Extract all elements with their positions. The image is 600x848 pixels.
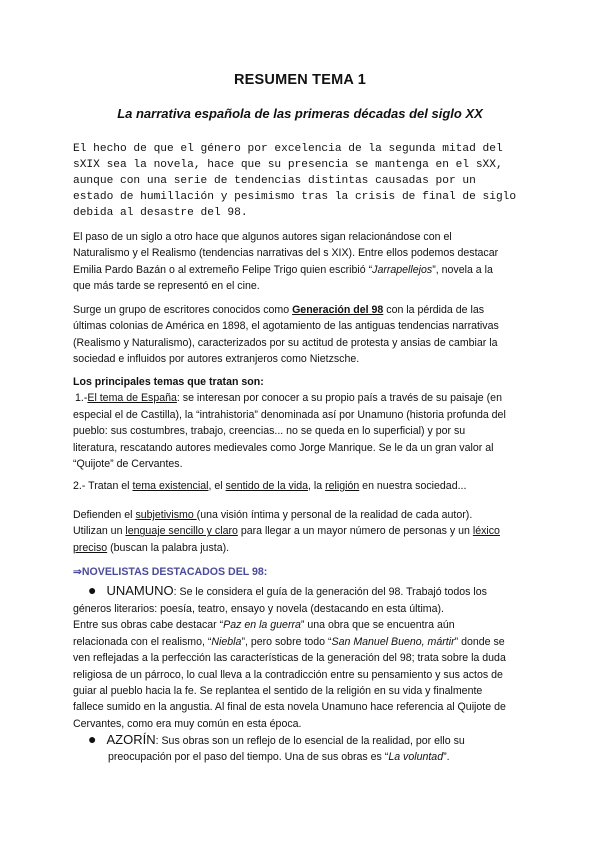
text-line: guiar al pueblo hacia la fe. Se replantea el sentido de la religión en su vida y finalmente xyxy=(73,685,483,698)
paragraph-style xyxy=(73,507,533,556)
underlined-term: El tema de España xyxy=(87,392,177,405)
text-line xyxy=(88,731,548,749)
text-line: “Quijote” de Cervantes. xyxy=(73,458,183,471)
paragraph-realism xyxy=(73,229,533,295)
text-run: ” una obra que se encuentra aún xyxy=(300,619,455,632)
unamuno-entry xyxy=(88,582,548,600)
text-run: con la pérdida de las xyxy=(383,304,485,316)
text-run: ”. xyxy=(443,751,450,764)
italic-title: Paz en la guerra xyxy=(223,619,301,632)
text-line: Cervantes, como era muy común en esta época. xyxy=(73,717,302,730)
text-run: preocupación por el paso del tiempo. Una de sus obras es “ xyxy=(108,751,389,764)
text-line xyxy=(73,390,533,406)
italic-title: Niebla xyxy=(211,635,242,648)
text-run: relacionada con el realismo, “ xyxy=(73,635,212,648)
author-name: AZORÍN xyxy=(106,732,156,747)
text-line: fallece sumido en la angustia. Al final de esta novela Unamuno hace referencia al Quijote de xyxy=(73,701,506,714)
text-line xyxy=(88,749,548,765)
author-name: UNAMUNO xyxy=(106,583,174,598)
text-run: Surge un grupo de escritores conocidos como xyxy=(73,304,293,316)
text-line: literatura, rescatando autores medievales como Jorge Manrique. Se le da un gran valor al xyxy=(73,441,494,454)
underlined-term: tema existencial xyxy=(132,480,209,492)
text-run: 2.- Tratan el xyxy=(73,480,133,492)
text-run: en nuestra sociedad... xyxy=(359,480,467,492)
page-title: RESUMEN TEMA 1 xyxy=(234,72,366,88)
page-subtitle: La narrativa española de las primeras décadas del siglo XX xyxy=(117,106,483,121)
italic-title: San Manuel Bueno, mártir xyxy=(331,635,455,648)
underlined-term: religión xyxy=(325,480,360,492)
bullet-icon: ● xyxy=(88,582,97,598)
text-run: ” donde se xyxy=(454,635,505,648)
text-line xyxy=(73,634,533,650)
azorin-entry xyxy=(88,731,548,766)
text-line: géneros literarios: poesía, teatro, ensayo y novela (destacando en esta última). xyxy=(73,603,444,615)
text-run: ”, novela a la xyxy=(432,263,493,276)
text-line xyxy=(73,523,533,539)
themes-heading: Los principales temas que tratan son: xyxy=(73,376,264,388)
text-run: Entre sus obras cabe destacar “ xyxy=(73,619,224,632)
list-number: 1.- xyxy=(75,392,88,405)
text-line xyxy=(73,262,533,278)
text-line: pueblo: sus costumbres, trabajo, creencias... no se queda en lo superficial) y por su xyxy=(73,425,466,438)
theme-2-line xyxy=(73,478,533,494)
text-line: El paso de un siglo a otro hace que algunos autores sigan relacionándose con el xyxy=(73,231,452,243)
paragraph-generation-98 xyxy=(73,302,533,368)
text-run: , la xyxy=(308,480,326,492)
text-run: : se interesan por conocer a su propio país a través de su paisaje (en xyxy=(176,392,502,405)
text-run: : Se le considera el guía de la generación del 98. Trabajó todos los xyxy=(173,586,487,598)
text-line: especial el de Castilla), la “intrahistoria” denominada así por Unamuno (historia profunda del xyxy=(73,408,506,421)
themes-section xyxy=(73,374,533,472)
underlined-term: subjetivismo xyxy=(135,509,197,521)
text-run: (una visión íntima y personal de la realidad de cada autor). xyxy=(196,509,473,521)
italic-title: La voluntad xyxy=(388,751,444,764)
intro-line: El hecho de que el género por excelencia de la segunda mitad del xyxy=(73,143,503,155)
text-run: Emilia Pardo Bazán o al extremeño Felipe Trigo quien escribió “ xyxy=(73,263,373,276)
text-line xyxy=(73,507,533,523)
text-line xyxy=(73,302,533,318)
intro-line: aunque con una serie de tendencias distintas causadas por un xyxy=(73,175,476,187)
intro-paragraph xyxy=(73,141,553,221)
text-line: ven reflejadas a la perfección las características de la generación del 98; trata sobre la duda xyxy=(73,652,506,665)
text-run: Utilizan un xyxy=(73,525,126,538)
text-line: religiosa de un párroco, lo cual lleva a la contradicción entre su pensamiento y sus actos de xyxy=(73,668,503,681)
text-line xyxy=(73,617,533,633)
bullet-icon: ● xyxy=(88,731,97,747)
italic-title: Jarrapellejos xyxy=(372,263,433,276)
intro-line: estado de humillación y pesimismo tras la crisis de final de siglo xyxy=(73,191,517,203)
underlined-term: lenguaje sencillo y claro xyxy=(125,525,238,538)
text-line xyxy=(73,540,533,556)
intro-line: debida al desastre del 98. xyxy=(73,207,248,219)
text-line: Naturalismo y el Realismo (tendencias narrativas del s XIX). Entre ellos podemos destacar xyxy=(73,247,499,260)
text-line xyxy=(88,582,548,600)
unamuno-body xyxy=(73,601,533,732)
underlined-term: preciso xyxy=(73,541,108,554)
novelists-heading: ⇒NOVELISTAS DESTACADOS DEL 98: xyxy=(73,566,268,578)
text-line: (Realismo y Naturalismo), caracterizados por su actitud de protesta y ansias de cambiar la xyxy=(73,336,498,349)
text-run: : Sus obras son un reflejo de lo esencial de la realidad, por ello su xyxy=(155,735,465,747)
underlined-term: léxico xyxy=(472,525,500,538)
text-run: Defienden el xyxy=(73,509,136,521)
text-run: (buscan la palabra justa). xyxy=(107,541,230,554)
text-line: últimas colonias de América en 1898, el agotamiento de las antiguas tendencias narrativas xyxy=(73,320,499,333)
intro-line: sXIX sea la novela, hace que su presencia se mantenga en el sXX, xyxy=(73,159,503,171)
text-run: ”, pero sobre todo “ xyxy=(241,635,332,648)
text-line: que más tarde se representó en el cine. xyxy=(73,280,260,293)
text-run: , el xyxy=(208,480,226,492)
underlined-term: sentido de la vida xyxy=(225,480,308,492)
text-run: para llegar a un mayor número de personas y un xyxy=(237,525,473,538)
text-line: sociedad e influidos por autores extranjeros como Nietzsche. xyxy=(73,353,360,366)
emphasis-generation-98: Generación del 98 xyxy=(292,304,384,316)
